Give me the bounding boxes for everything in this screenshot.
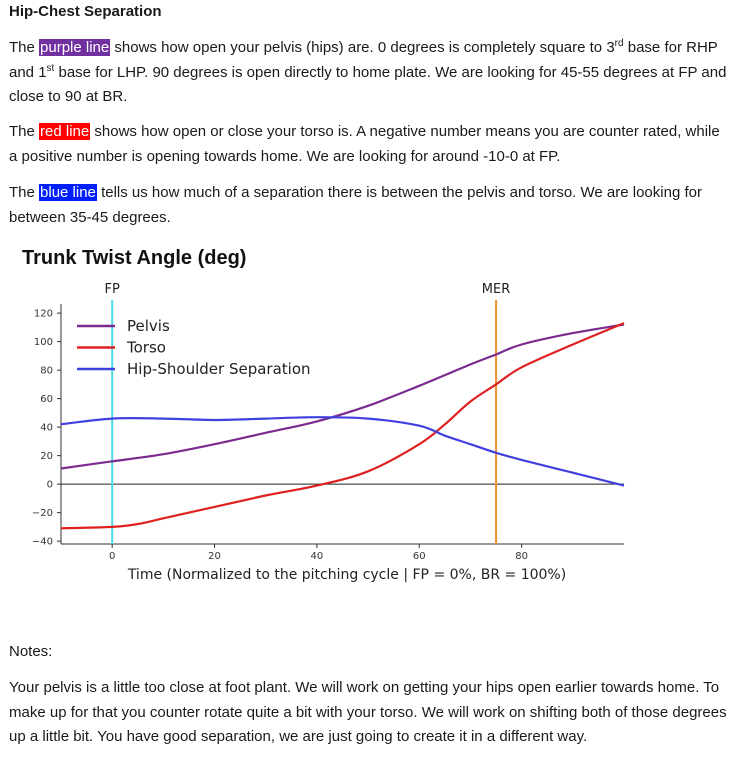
separation-paragraph [9, 181, 727, 230]
series-line-hip-shoulder-separation [61, 417, 624, 485]
p1-text-part2: base for RHP and 1 [9, 39, 718, 81]
x-tick-label: 80 [515, 551, 529, 562]
x-tick-label: 0 [108, 551, 116, 562]
y-tick-label: 120 [33, 308, 53, 320]
p3-text-post: tells us how much of a separation there is between the pelvis and torso. We are looking for between 35-45 degrees. [9, 184, 702, 226]
y-tick-label: 60 [40, 394, 53, 406]
p2-text-post: shows how open or close your torso is. A negative number means you are counter rated, while a positive number is opening towards home. We are looking for around -10-0 at FP. [9, 123, 720, 165]
p1-superscript-rd: rd [614, 38, 624, 49]
p1-text-part3: base for LHP. 90 degrees is open directly to home plate. We are looking for 45-55 degrees at FP and close to 90 at BR. [9, 63, 727, 105]
trunk-twist-chart [17, 242, 637, 592]
chart-axes [32, 304, 624, 562]
p1-text-part1: shows how open your pelvis (hips) are. 0 degrees is completely square to 3 [110, 39, 615, 56]
p1-text-pre: The [9, 39, 40, 56]
marker-label-mer: MER [481, 282, 511, 297]
legend-label-pelvis: Pelvis [127, 317, 170, 335]
y-tick-label: −40 [31, 536, 53, 548]
blue-line-highlight: blue line [40, 184, 96, 201]
torso-paragraph [9, 120, 727, 169]
notes-body: Your pelvis is a little too close at foot plant. We will work on getting your hips open earlier towards home. To make up for that you counter rotate quite a bit with your torso. We will work on shifting both of those degrees up a little bit. You have good separation, we are just going to create it in a different way. [9, 679, 727, 745]
x-tick-label: 60 [412, 551, 426, 562]
y-tick-label: 0 [46, 479, 53, 491]
y-tick-label: 40 [40, 422, 53, 434]
y-tick-label: −20 [31, 508, 53, 520]
pelvis-paragraph [9, 36, 727, 110]
x-tick-label: 20 [208, 551, 221, 562]
chart-svg [17, 242, 637, 592]
legend-label-hip-shoulder-separation: Hip-Shoulder Separation [127, 360, 311, 378]
y-tick-label: 100 [33, 337, 53, 349]
chart-legend [77, 317, 311, 378]
y-tick-label: 20 [40, 451, 53, 463]
y-tick-label: 80 [40, 365, 53, 377]
red-line-highlight: red line [40, 123, 90, 140]
x-axis-label: Time (Normalized to the pitching cycle | FP = 0%, BR = 100%) [127, 567, 567, 583]
x-tick-label: 40 [310, 551, 324, 562]
section-heading: Hip-Chest Separation [9, 3, 162, 20]
legend-label-torso: Torso [127, 338, 166, 357]
chart-title: Trunk Twist Angle (deg) [22, 247, 247, 269]
p2-text-pre: The [9, 123, 40, 140]
notes-label: Notes: [9, 643, 53, 660]
marker-label-fp: FP [104, 282, 120, 297]
p3-text-pre: The [9, 184, 40, 201]
purple-line-highlight: purple line [40, 39, 110, 56]
p1-superscript-st: st [46, 62, 55, 74]
